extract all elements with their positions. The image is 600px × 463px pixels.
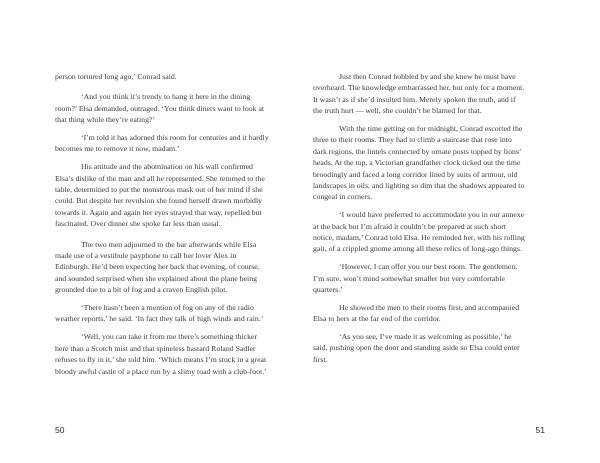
paragraph: ‘I’m told it has adorned this room for centuries and it hardly becomes me to remove it now, madam.’ <box>55 133 269 154</box>
paragraph: person tortured long ago,’ Conrad said. <box>55 72 177 81</box>
left-page-text <box>55 71 269 383</box>
paragraph: The two men adjourned to the bar afterwards while Elsa made use of a vestibule payphone to call her lover Alex in Edinburgh. He’d been expecting her back that evening, of course, and sounded surprised when she explained about the plane being grounded due to a bit of fog and a craven English pilot. <box>55 239 260 295</box>
paragraph: Just then Conrad hobbled by and she knew he must have overheard. The knowledge embarrassed her, but only for a moment. It wasn’t as if she’d insulted him. Merely spoken the truth, and if the truth hurt — well, she couldn’t be blamed for that. <box>313 72 525 116</box>
paragraph: ‘There hasn’t been a mention of fog on any of the radio weather reports,’ he said. ‘In fact they talk of high winds and rain.’ <box>55 303 264 324</box>
right-page <box>300 0 600 463</box>
paragraph: ‘I would have preferred to accommodate you in our annexe at the back but I’m afraid it couldn’t be prepared at such short notice, madam,’ Conrad told Elsa. He reminded her, with his rolling gait, of a crippled gnome among all these relics of long-ago things. <box>313 210 525 254</box>
page-number: 51 <box>535 425 545 435</box>
right-page-text <box>313 71 525 372</box>
paragraph: ‘Well, you can take it from me there’s something thicker here than a Scotch mist and that spineless bastard Roland Sadler refuses to fly in it,’ she told him. ‘Which means I’m stuck in a great bloody awful castle of a place run by a slimy toad with a club-foot.’ <box>55 332 267 376</box>
paragraph: With the time getting on for midnight, Conrad escorted the three to their rooms. They had to climb a staircase that rose into dark regions, the lintels connected by ornate posts topped by lions’ heads. At the top, a Victorian grandfather clock ticked out the time broodingly and faced a long corridor lined by suits of armour, old landscapes in oils, and lighting so dim that the shadows appeared to congeal in corners. <box>313 124 525 202</box>
paragraph: ‘And you think it’s trendy to hang it here in the dining room?’ Elsa demanded, outraged. ‘You think diners want to look at that thing while they’re eating?’ <box>55 92 265 125</box>
page-number: 50 <box>55 425 65 435</box>
paragraph: His attitude and the abomination on his wall confirmed Elsa’s dislike of the man and all he represented. She returned to the table, determined to put the monstrous mask out of her mind if she could. But despite her revulsion she found herself drawn morbidly towards it. Again and again her eyes strayed that way, repelled but fascinated. Over dinner she spoke far less than usual. <box>55 162 265 229</box>
paragraph: He showed the men to their rooms first, and accompanied Elsa to hers at the far end of the corridor. <box>313 302 520 324</box>
paragraph: ‘As you see, I’ve made it as welcoming as possible,’ he said, pushing open the door and standing aside so Elsa could enter first. <box>313 332 520 364</box>
paragraph: ‘However, I can offer you our best room. The gentlemen, I’m sure, won’t mind somewhat smaller but very comfortable quarters.’ <box>313 262 518 295</box>
